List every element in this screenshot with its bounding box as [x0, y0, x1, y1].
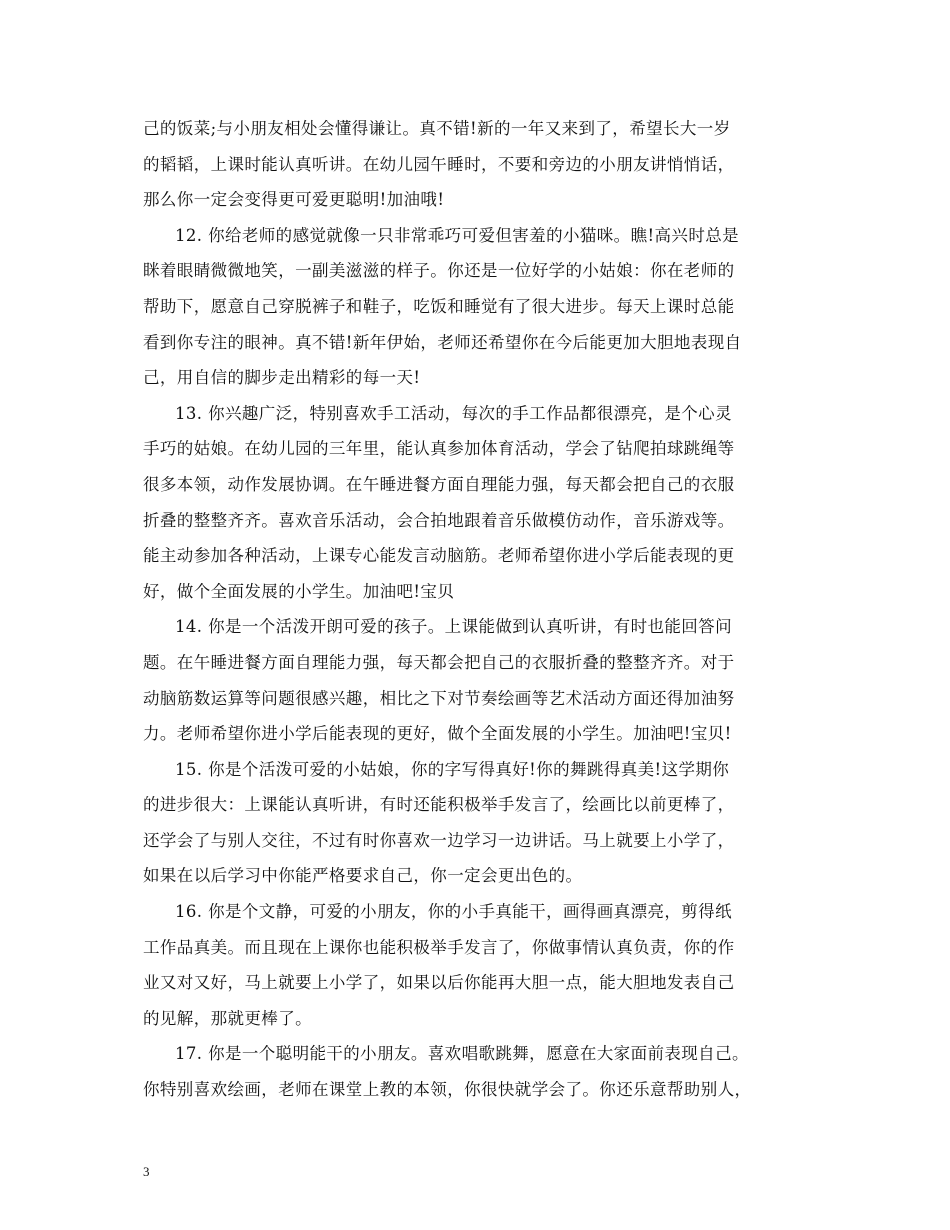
- document-body: [143, 111, 823, 1108]
- text-line: 题。在午睡进餐方面自理能力强，每天都会把自己的衣服折叠的整整齐齐。对于: [143, 652, 735, 672]
- text-line: 看到你专注的眼神。真不错!新年伊始，老师还希望你在今后能更加大胆地表现自: [143, 332, 742, 352]
- text-line: 眯着眼睛微微地笑，一副美滋滋的样子。你还是一位好学的小姑娘：你在老师的: [143, 261, 735, 281]
- text-line: 手巧的姑娘。在幼儿园的三年里，能认真参加体育活动，学会了钻爬拍球跳绳等: [143, 439, 735, 459]
- text-line: 很多本领，动作发展协调。在午睡进餐方面自理能力强，每天都会把自己的衣服: [143, 474, 735, 494]
- text-line: 己，用自信的脚步走出精彩的每一天!: [143, 368, 421, 388]
- text-line: 16. 你是个文静，可爱的小朋友，你的小手真能干，画得画真漂亮，剪得纸: [175, 902, 732, 922]
- text-line: 的见解，那就更棒了。: [143, 1008, 312, 1028]
- text-line: 的韬韬，上课时能认真听讲。在幼儿园午睡时，不要和旁边的小朋友讲悄悄话，: [143, 154, 735, 174]
- text-line: 12. 你给老师的感觉就像一只非常乖巧可爱但害羞的小猫咪。瞧!高兴时总是: [175, 225, 740, 245]
- text-line: 那么你一定会变得更可爱更聪明!加油哦!: [143, 190, 445, 210]
- text-line: 工作品真美。而且现在上课你也能积极举手发言了，你做事情认真负责，你的作: [143, 937, 735, 957]
- text-line: 己的饭菜;与小朋友相处会懂得谦让。真不错!新的一年又来到了，希望长大一岁: [143, 119, 731, 138]
- text-line: 你特别喜欢绘画，老师在课堂上教的本领，你很快就学会了。你还乐意帮助别人，: [143, 1080, 752, 1100]
- text-line: 动脑筋数运算等问题很感兴趣，相比之下对节奏绘画等艺术活动方面还得加油努: [143, 688, 735, 708]
- text-line: 的进步很大：上课能认真听讲，有时还能积极举手发言了，绘画比以前更棒了，: [143, 795, 735, 815]
- text-line: 13. 你兴趣广泛，特别喜欢手工活动，每次的手工作品都很漂亮，是个心灵: [175, 403, 732, 423]
- text-line: 能主动参加各种活动，上课专心能发言动脑筋。老师希望你进小学后能表现的更: [143, 546, 735, 566]
- page-number: 3: [143, 1164, 150, 1179]
- text-line: 折叠的整整齐齐。喜欢音乐活动，会合拍地跟着音乐做模仿动作，音乐游戏等。: [143, 510, 735, 530]
- text-line: 如果在以后学习中你能严格要求自己，你一定会更出色的。: [143, 866, 583, 886]
- text-line: 14. 你是一个活泼开朗可爱的孩子。上课能做到认真听讲，有时也能回答问: [175, 617, 732, 637]
- text-line: 17. 你是一个聪明能干的小朋友。喜欢唱歌跳舞，愿意在大家面前表现自己。: [175, 1044, 749, 1064]
- text-line: 15. 你是个活泼可爱的小姑娘，你的字写得真好!你的舞跳得真美!这学期你: [175, 759, 730, 779]
- text-line: 好，做个全面发展的小学生。加油吧!宝贝: [143, 581, 455, 601]
- text-line: 还学会了与别人交往，不过有时你喜欢一边学习一边讲话。马上就要上小学了，: [143, 830, 735, 850]
- text-line: 力。老师希望你进小学后能表现的更好，做个全面发展的小学生。加油吧!宝贝!: [143, 724, 732, 744]
- text-line: 业又对又好，马上就要上小学了，如果以后你能再大胆一点，能大胆地发表自己: [143, 973, 735, 993]
- text-line: 帮助下，愿意自己穿脱裤子和鞋子，吃饭和睡觉有了很大进步。每天上课时总能: [143, 296, 735, 316]
